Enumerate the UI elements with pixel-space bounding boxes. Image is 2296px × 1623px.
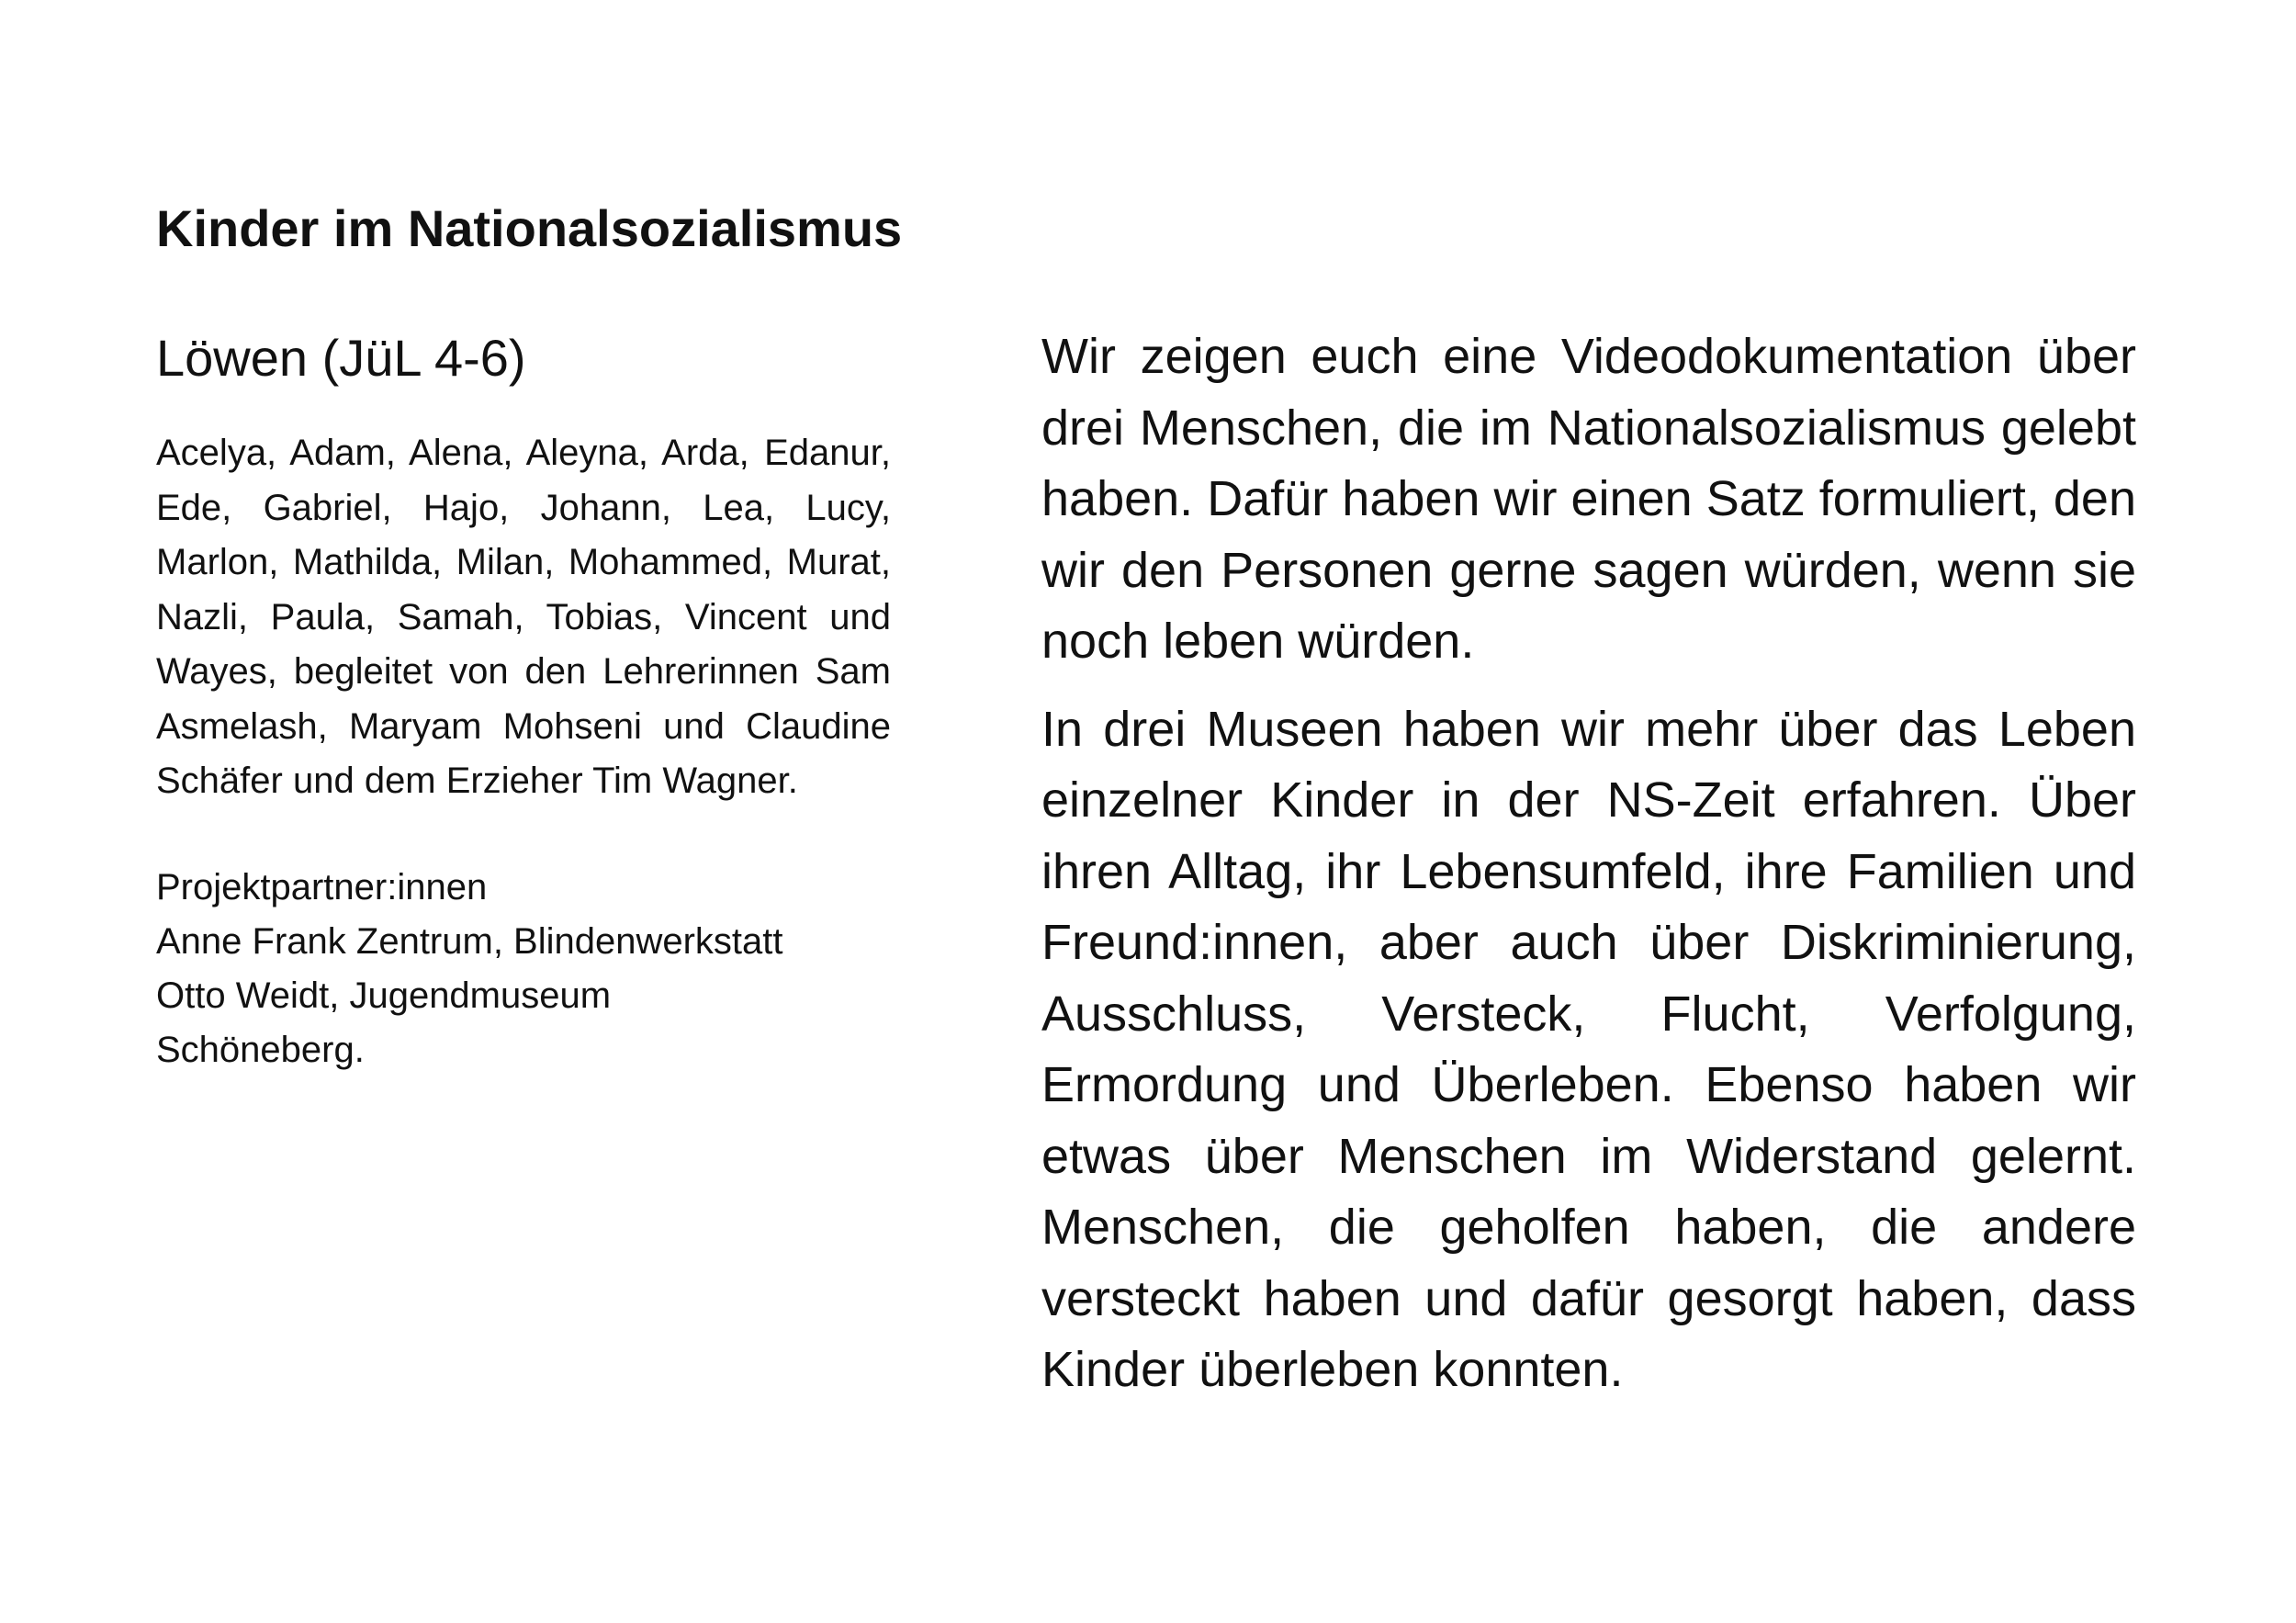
group-title: Löwen (JüL 4-6): [156, 329, 526, 387]
project-description: [1041, 321, 2136, 1406]
partners-text: Anne Frank Zentrum, Blindenwerkstatt Otto Weidt, Jugendmuseum Schöneberg.: [156, 920, 783, 1070]
description-paragraph-1: Wir zeigen euch eine Videodokumentation über drei Menschen, die im Nationalsozialismus gelebt haben. Dafür haben wir einen Satz formuliert, den wir den Personen gerne sagen würden, wenn sie noch leben würden.: [1041, 329, 2136, 669]
group-info: [156, 323, 891, 1077]
participants-list: Acelya, Adam, Alena, Aleyna, Arda, Edanur, Ede, Gabriel, Hajo, Johann, Lea, Lucy, Marlon, Mathilda, Milan, Mohammed, Murat, Nazli, Paula, Samah, Tobias, Vincent und Wayes, begleitet von den Lehrerinnen Sam Asmelash, Maryam Mohseni und Claudine Schäfer und dem Erzieher Tim Wagner.: [156, 433, 891, 801]
partners-heading: Projektpartner:innen: [156, 866, 488, 907]
project-partners: [156, 861, 891, 1077]
description-paragraph-2: In drei Museen haben wir mehr über das Leben einzelner Kinder in der NS-Zeit erfahren. Über ihren Alltag, ihr Lebensumfeld, ihre Familien und Freund:innen, aber auch über Diskriminierung, Ausschluss, Versteck, Flucht, Verfolgung, Ermordung und Überleben. Ebenso haben wir etwas über Menschen im Widerstand gelernt. Menschen, die geholfen haben, die andere versteckt haben und dafür gesorgt haben, dass Kinder überleben konnten.: [1041, 701, 2136, 1397]
project-title: Kinder im Nationalsozialismus: [156, 199, 903, 257]
